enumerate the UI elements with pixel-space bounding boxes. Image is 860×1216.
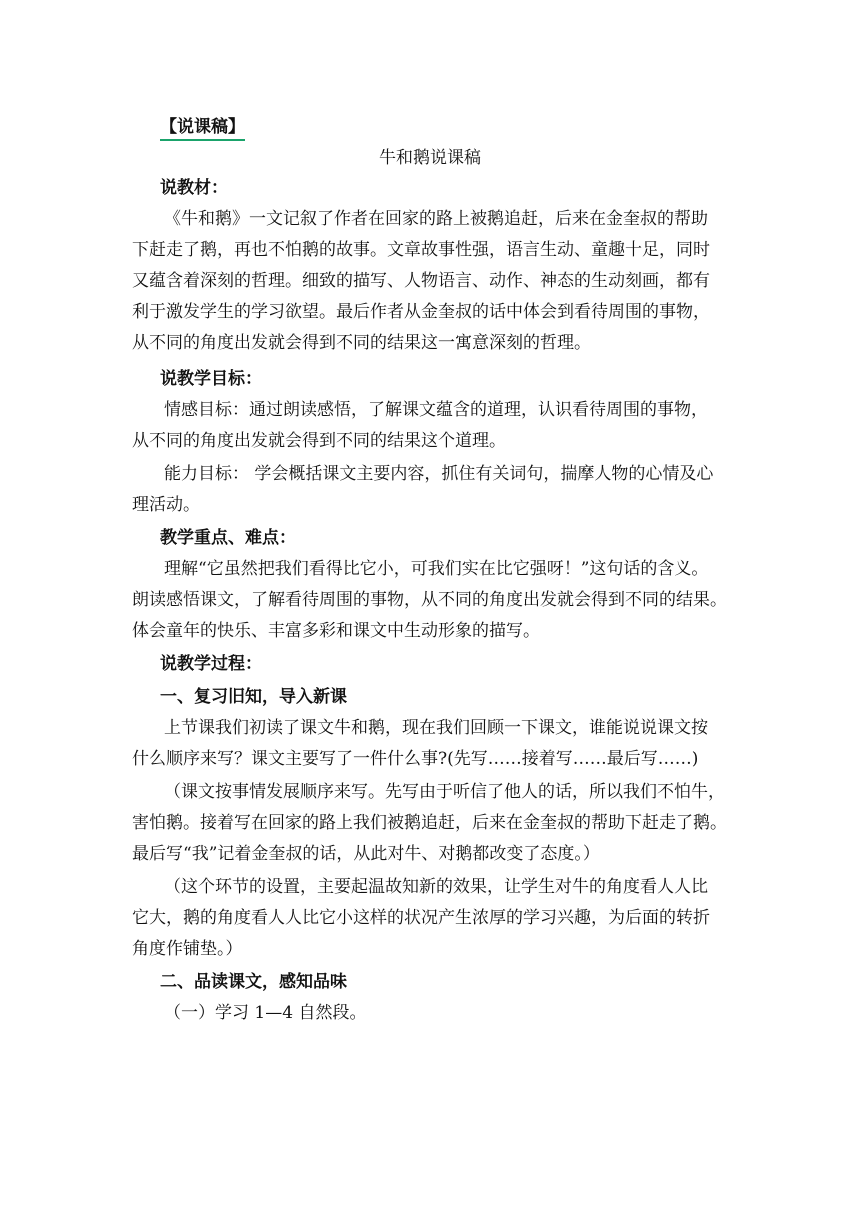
paragraph-line: 体会童年的快乐、丰富多彩和课文中生动形象的描写。 <box>132 621 540 641</box>
heading-goals: 说教学目标： <box>160 369 262 389</box>
heading-step1: 一、复习旧知，导入新课 <box>160 687 347 707</box>
paragraph-line: 《牛和鹅》一文记叙了作者在回家的路上被鹅追赶，后来在金奎叔的帮助 <box>164 209 708 229</box>
paragraph-line: 朗读感悟课文，了解看待周围的事物，从不同的角度出发就会得到不同的结果。 <box>132 590 727 610</box>
paragraph-line: 下赶走了鹅，再也不怕鹅的故事。文章故事性强，语言生动、童趣十足，同时 <box>132 240 710 260</box>
paragraph-line: 从不同的角度出发就会得到不同的结果这个道理。 <box>132 431 506 451</box>
heading-focus: 教学重点、难点： <box>160 528 296 548</box>
paragraph-line: 它大，鹅的角度看人人比它小这样的状况产生浓厚的学习兴趣，为后面的转折 <box>132 908 710 928</box>
paragraph-line: （一）学习 1—4 自然段。 <box>164 1003 367 1023</box>
paragraph-line: （课文按事情发展顺序来写。先写由于听信了他人的话，所以我们不怕牛， <box>164 782 725 802</box>
paragraph-line: 又蕴含着深刻的哲理。细致的描写、人物语言、动作、神态的生动刻画，都有 <box>132 271 710 291</box>
heading-process: 说教学过程： <box>160 654 262 674</box>
paragraph-line: 害怕鹅。接着写在回家的路上我们被鹅追赶，后来在金奎叔的帮助下赶走了鹅。 <box>132 813 727 833</box>
paragraph-line: 最后写“我”记着金奎叔的话，从此对牛、对鹅都改变了态度。） <box>132 844 600 864</box>
section-tag: 【说课稿】 <box>160 115 245 141</box>
heading-step2: 二、品读课文，感知品味 <box>160 972 347 992</box>
page-title: 牛和鹅说课稿 <box>379 148 481 168</box>
paragraph-line: 从不同的角度出发就会得到不同的结果这一寓意深刻的哲理。 <box>132 333 591 353</box>
paragraph-line: 什么顺序来写？课文主要写了一件什么事?(先写……接着写……最后写……) <box>132 749 699 769</box>
paragraph-line: 理活动。 <box>132 495 200 515</box>
heading-textbook: 说教材： <box>160 178 228 198</box>
paragraph-line: 能力目标： 学会概括课文主要内容，抓住有关词句，揣摩人物的心情及心 <box>164 464 714 484</box>
paragraph-line: 情感目标：通过朗读感悟，了解课文蕴含的道理，认识看待周围的事物， <box>164 400 708 420</box>
paragraph-line: 利于激发学生的学习欲望。最后作者从金奎叔的话中体会到看待周围的事物， <box>132 302 710 322</box>
paragraph-line: （这个环节的设置，主要起温故知新的效果，让学生对牛的角度看人人比 <box>164 877 708 897</box>
paragraph-line: 角度作铺垫。） <box>132 939 243 959</box>
paragraph-line: 理解“它虽然把我们看得比它小，可我们实在比它强呀！”这句话的含义。 <box>164 559 709 579</box>
paragraph-line: 上节课我们初读了课文牛和鹅，现在我们回顾一下课文，谁能说说课文按 <box>164 718 708 738</box>
